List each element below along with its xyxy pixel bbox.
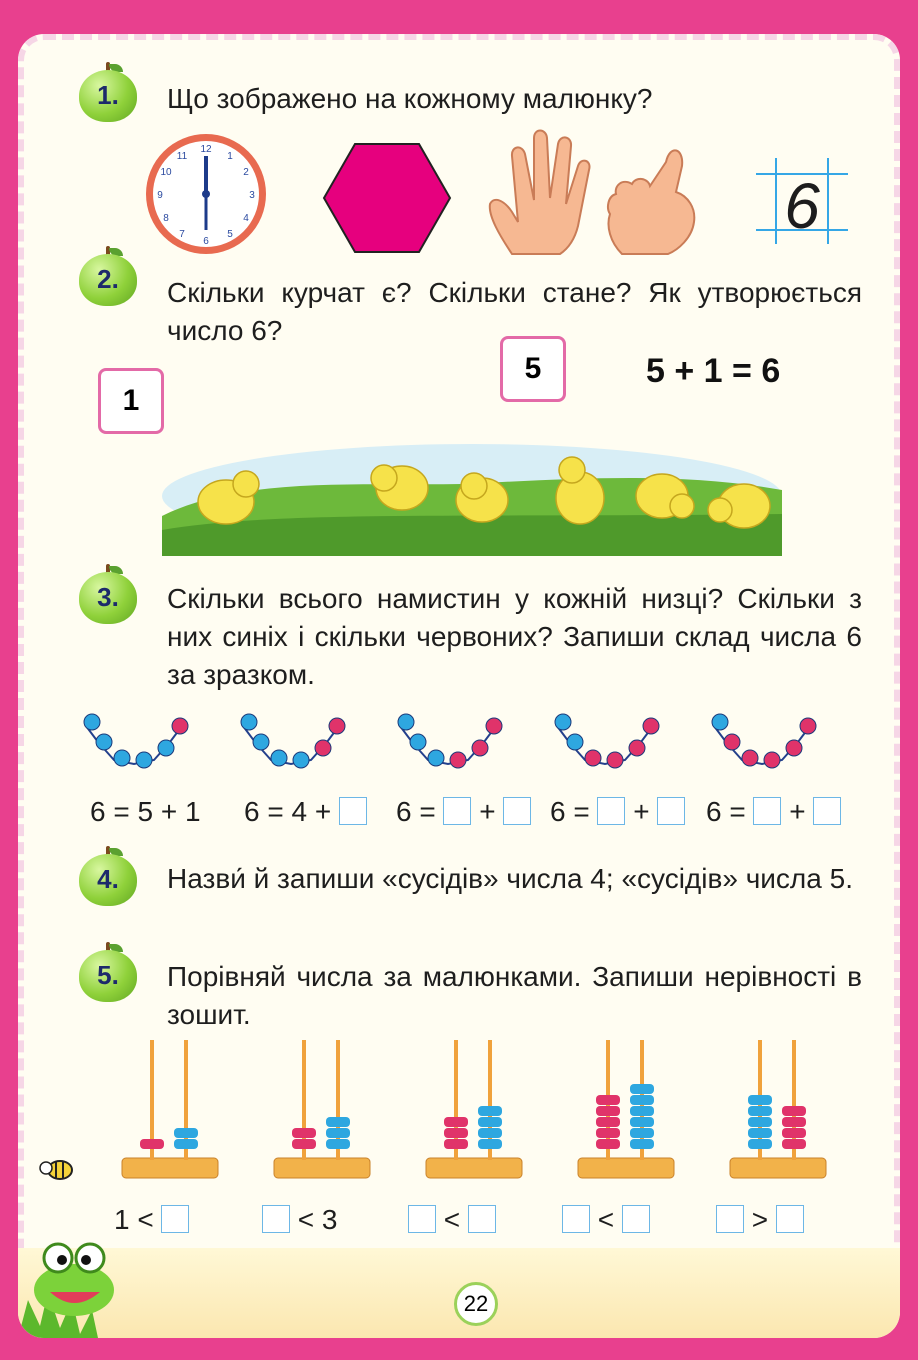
abacus-ring	[478, 1139, 502, 1149]
abacus-ring	[596, 1106, 620, 1116]
hexagon-shape	[322, 142, 452, 254]
abacus-ring	[630, 1084, 654, 1094]
task-1-text: Що зображено на кожному малюнку?	[167, 83, 653, 114]
answer-box[interactable]	[339, 797, 367, 825]
chicks-illustration	[162, 426, 782, 556]
abacus-ring	[630, 1095, 654, 1105]
task-3-text: Скільки всього намистин у кожній низці? Скільки з них синіх і скільки червоних? Запиши склад числа 6 за зразком.	[167, 583, 862, 690]
abacus-ring	[140, 1139, 164, 1149]
bead	[742, 750, 758, 766]
bead	[585, 750, 601, 766]
abacus-ring	[292, 1128, 316, 1138]
apple-number-3	[77, 564, 139, 624]
bead-equation-4: 6 = +	[550, 796, 685, 828]
box-number-five: 5	[500, 336, 566, 402]
clock-2: 2	[243, 167, 249, 178]
chicks-equation: 5 + 1 = 6	[646, 352, 781, 390]
answer-box[interactable]	[716, 1205, 744, 1233]
bead	[607, 752, 623, 768]
clock-1: 1	[227, 151, 233, 162]
answer-box[interactable]	[597, 797, 625, 825]
abacus-ring	[748, 1106, 772, 1116]
abacus-label-3: <	[408, 1204, 496, 1236]
bead	[567, 734, 583, 750]
clock-6: 6	[203, 236, 209, 247]
box-number-one: 1	[98, 368, 164, 434]
clock-8: 8	[163, 213, 169, 224]
answer-box[interactable]	[161, 1205, 189, 1233]
abacus-label-2: < 3	[262, 1204, 337, 1236]
abacus-ring	[748, 1095, 772, 1105]
clock-12: 12	[200, 144, 212, 155]
answer-box[interactable]	[262, 1205, 290, 1233]
hands-icon	[482, 126, 708, 256]
task-number: 5.	[97, 960, 119, 990]
answer-box[interactable]	[622, 1205, 650, 1233]
abacus-ring	[478, 1128, 502, 1138]
abacus-base	[426, 1158, 522, 1178]
page-number: 22	[454, 1282, 498, 1326]
task-number: 4.	[97, 864, 119, 894]
abacus-ring	[596, 1117, 620, 1127]
apple-number-1	[77, 62, 139, 122]
abacus-ring	[478, 1106, 502, 1116]
bead	[472, 740, 488, 756]
answer-box[interactable]	[657, 797, 685, 825]
abacus-ring	[630, 1128, 654, 1138]
abacus-ring	[326, 1139, 350, 1149]
abacus-label-5: >	[716, 1204, 804, 1236]
abacus-ring	[444, 1139, 468, 1149]
abacus-ring	[326, 1117, 350, 1127]
abacus-ring	[748, 1139, 772, 1149]
clock-9: 9	[157, 190, 163, 201]
bead	[241, 714, 257, 730]
bead	[398, 714, 414, 730]
bead	[84, 714, 100, 730]
bead	[253, 734, 269, 750]
clock-icon	[142, 130, 274, 260]
frog-icon	[18, 1230, 138, 1338]
abacus-base	[578, 1158, 674, 1178]
apple-number-5	[77, 942, 139, 1002]
answer-box[interactable]	[443, 797, 471, 825]
task-2-text: Скільки курчат є? Скільки стане? Як утворюється число 6?	[167, 277, 862, 346]
abacus-ring	[748, 1128, 772, 1138]
bee-icon	[38, 1154, 78, 1184]
bead	[271, 750, 287, 766]
bead	[172, 718, 188, 734]
bead	[428, 750, 444, 766]
abacus-ring	[748, 1117, 772, 1127]
abacus-row	[102, 1040, 872, 1200]
digit-grid-card	[756, 158, 848, 244]
bead	[410, 734, 426, 750]
bead	[629, 740, 645, 756]
task-4-text: Назви́ й запиши «сусідів» числа 4; «сусідів» числа 5.	[167, 863, 853, 894]
bead	[643, 718, 659, 734]
abacus-ring	[630, 1106, 654, 1116]
bead	[555, 714, 571, 730]
abacus-ring	[174, 1139, 198, 1149]
abacus-ring	[782, 1128, 806, 1138]
bead	[486, 718, 502, 734]
task-number: 1.	[97, 80, 119, 110]
task-number: 3.	[97, 582, 119, 612]
answer-box[interactable]	[408, 1205, 436, 1233]
workbook-page	[18, 34, 900, 1338]
task-number: 2.	[97, 264, 119, 294]
abacus-ring	[444, 1128, 468, 1138]
bead	[450, 752, 466, 768]
abacus-base	[122, 1158, 218, 1178]
clock-7: 7	[179, 229, 185, 240]
clock-5: 5	[227, 229, 233, 240]
answer-box[interactable]	[813, 797, 841, 825]
abacus-label-1: 1 <	[114, 1204, 189, 1236]
bead	[158, 740, 174, 756]
abacus-ring	[782, 1117, 806, 1127]
apple-number-2	[77, 246, 139, 306]
clock-10: 10	[160, 167, 172, 178]
clock-3: 3	[249, 190, 255, 201]
abacus-ring	[174, 1128, 198, 1138]
abacus-ring	[596, 1095, 620, 1105]
bead-equation-1: 6 = 5 + 1	[90, 796, 201, 827]
bead	[136, 752, 152, 768]
abacus-ring	[630, 1117, 654, 1127]
answer-box[interactable]	[776, 1205, 804, 1233]
abacus-ring	[782, 1106, 806, 1116]
abacus-ring	[444, 1117, 468, 1127]
clock-11: 11	[176, 151, 188, 162]
bead	[293, 752, 309, 768]
abacus-base	[274, 1158, 370, 1178]
answer-box[interactable]	[562, 1205, 590, 1233]
bead	[329, 718, 345, 734]
abacus-ring	[326, 1128, 350, 1138]
abacus-ring	[596, 1139, 620, 1149]
bead	[712, 714, 728, 730]
abacus-ring	[782, 1139, 806, 1149]
bead	[800, 718, 816, 734]
bead-equation-5: 6 = +	[706, 796, 841, 828]
answer-box[interactable]	[753, 797, 781, 825]
task-5-text: Порівняй числа за малюнками. Запиши нерівності в зошит.	[167, 961, 862, 1030]
abacus-base	[730, 1158, 826, 1178]
abacus-ring	[478, 1117, 502, 1127]
bead	[114, 750, 130, 766]
abacus-ring	[596, 1128, 620, 1138]
bead	[96, 734, 112, 750]
bead-equation-2: 6 = 4 +	[244, 796, 367, 828]
apple-number-4	[77, 846, 139, 906]
answer-box[interactable]	[503, 797, 531, 825]
bead-strings	[72, 702, 862, 774]
abacus-ring	[292, 1139, 316, 1149]
digit-six: 6	[784, 170, 820, 242]
abacus-label-4: <	[562, 1204, 650, 1236]
bead	[764, 752, 780, 768]
bead	[724, 734, 740, 750]
answer-box[interactable]	[468, 1205, 496, 1233]
abacus-ring	[630, 1139, 654, 1149]
clock-4: 4	[243, 213, 249, 224]
bead-equation-3: 6 = +	[396, 796, 531, 828]
bead	[786, 740, 802, 756]
bead	[315, 740, 331, 756]
